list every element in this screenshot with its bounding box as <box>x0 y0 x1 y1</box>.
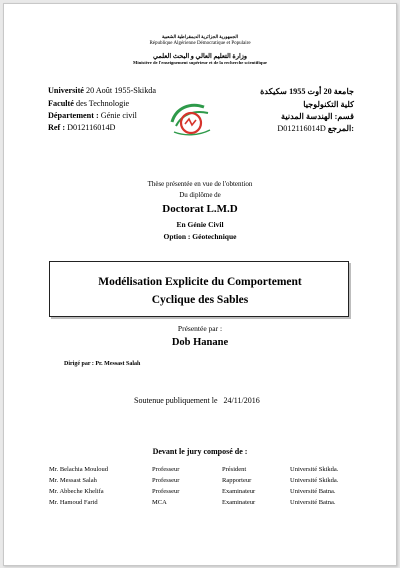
jury-grade: Professeur <box>152 477 180 484</box>
header-ministry-fr: Ministère de l'enseignement supérieur et de la recherche scientifique <box>133 60 267 65</box>
jury-institution: Université Batna. <box>290 499 336 506</box>
supervisor-line: Dirigé par : Pr. Messast Salah <box>64 361 141 367</box>
department-line: Département : Génie civil <box>48 111 137 120</box>
jury-grade: Professeur <box>152 488 180 495</box>
jury-institution: Université Skikda. <box>290 477 339 484</box>
author-name: Dob Hanane <box>171 337 229 348</box>
jury-grade: Professeur <box>152 466 180 473</box>
jury-role: Président <box>222 466 247 473</box>
reference-line-ar: D012116014D المرجع: <box>277 124 354 133</box>
thesis-intro: Thèse présentée en vue de l'obtention <box>147 180 253 188</box>
jury-institution: Université Skikda. <box>290 466 339 473</box>
thesis-title-line2: Cyclique des Sables <box>151 294 249 306</box>
jury-role: Examinateur <box>222 488 256 495</box>
header-arabic-ministry: وزارة التعليم العالي و البحث العلمي <box>152 53 248 60</box>
field-line: En Génie Civil <box>176 220 224 229</box>
header-republic-fr: République Algérienne Démocratique et Populaire <box>149 41 251 46</box>
defense-line: Soutenue publiquement le 24/11/2016 <box>134 396 260 405</box>
jury-role: Rapporteur <box>222 477 252 484</box>
jury-name: Mr. Abbeche Khelifa <box>49 488 104 495</box>
jury-role: Examinateur <box>222 499 256 506</box>
thesis-diploma-label: Du diplôme de <box>179 191 221 199</box>
thesis-title-line1: Modélisation Explicite du Comportement <box>98 276 302 288</box>
jury-name: Mr. Hamoud Farid <box>49 499 98 506</box>
option-line: Option : Géotechnique <box>163 232 237 241</box>
jury-grade: MCA <box>152 499 167 506</box>
header-arabic-republic: الجمهورية الجزائرية الديمقراطية الشعبية <box>161 34 239 39</box>
university-line-ar: جامعة 20 أوت 1955 سكيكدة <box>260 87 354 96</box>
jury-heading: Devant le jury composé de : <box>152 447 248 456</box>
university-line: Université 20 Août 1955-Skikda <box>48 86 157 95</box>
university-logo-icon <box>168 100 214 138</box>
faculty-line: Faculté des Technologie <box>48 99 130 108</box>
degree-title: Doctorat L.M.D <box>162 203 238 215</box>
jury-institution: Université Batna. <box>290 488 336 495</box>
jury-name: Mr. Messast Salah <box>49 477 97 484</box>
presented-by-label: Présentée par : <box>177 324 223 333</box>
department-line-ar: قسم: الهندسة المدنية <box>281 112 354 121</box>
title-box <box>49 261 349 317</box>
document-page <box>3 3 397 566</box>
faculty-line-ar: كلية التكنولوجيا <box>303 100 354 109</box>
jury-name: Mr. Belachia Mouloud <box>49 466 109 473</box>
reference-line: Ref : D012116014D <box>48 123 116 132</box>
